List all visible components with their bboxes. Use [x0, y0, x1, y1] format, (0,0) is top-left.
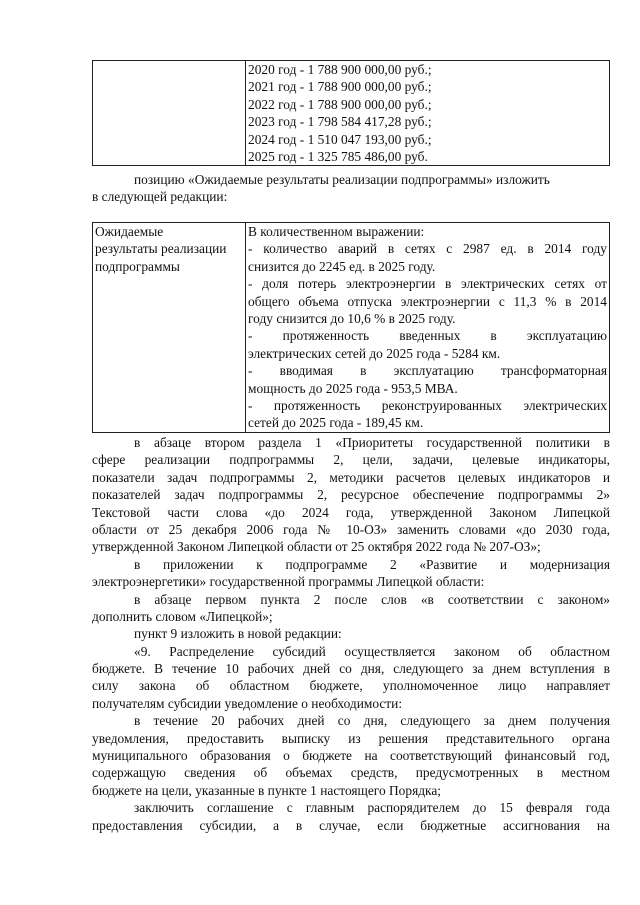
value-line: - вводимая в эксплуатацию трансформаторная: [248, 363, 607, 379]
text-line: электроэнергетики» государственной программы Липецкой области:: [92, 574, 485, 590]
text-line: предоставления субсидии, а в случае, если бюджетные ассигнования на: [92, 817, 610, 833]
value-line: - протяженность реконструированных электрических: [248, 398, 607, 414]
text-line: в приложении к подпрограмме 2 «Развитие и модернизация: [134, 556, 610, 572]
funding-table-label-cell: [93, 61, 246, 166]
value-line: - количество аварий в сетях с 2987 ед. в 2014 году: [248, 241, 607, 257]
body-text: [92, 434, 610, 834]
text-line: «9. Распределение субсидий осуществляется законом об областном: [134, 643, 610, 659]
funding-year-line: 2022 год - 1 788 900 000,00 руб.;: [248, 96, 432, 112]
position-intro-paragraph: [92, 171, 610, 206]
expected-results-table: [92, 222, 610, 433]
text-line: Текстовой части слова «до 2024 года, утвержденной Законом Липецкой: [92, 504, 610, 520]
text-line: заключить соглашение с главным распорядителем до 15 февраля года: [134, 800, 610, 816]
value-line: сетей до 2025 года - 189,45 км.: [248, 415, 424, 431]
value-line: году снизится до 10,6 % в 2025 году.: [248, 311, 456, 327]
funding-year-line: 2020 год - 1 788 900 000,00 руб.;: [248, 62, 432, 77]
value-line: - доля потерь электроэнергии в электрических сетях от: [248, 276, 607, 292]
text-line: в течение 20 рабочих дней со дня, следующего за днем получения: [134, 713, 610, 729]
text-line: получателям субсидии уведомление о необходимости:: [92, 695, 403, 711]
label-line: Ожидаемые: [95, 224, 164, 239]
text-line: в абзаце втором раздела 1 «Приоритеты государственной политики в: [134, 435, 610, 450]
text-line: показателей задач подпрограммы 2, ресурсное обеспечение подпрограммы 2»: [92, 487, 610, 503]
text-line: дополнить словом «Липецкой»;: [92, 608, 273, 624]
funding-table-row: [93, 61, 610, 166]
text-line: в следующей редакции:: [92, 189, 228, 205]
text-line: муниципального образования о бюджете на соответствующий финансовый год,: [92, 748, 610, 764]
text-line: области от 25 декабря 2006 года № 10-ОЗ» заменить словами «до 2030 года,: [92, 521, 610, 537]
expected-results-row: [93, 223, 610, 433]
funding-year-line: 2021 год - 1 788 900 000,00 руб.;: [248, 79, 432, 95]
label-line: результаты реализации: [95, 241, 227, 257]
text-line: силу закона об областном бюджете, уполномоченное лицо направляет: [92, 678, 610, 694]
funding-year-line: 2023 год - 1 798 584 417,28 руб.;: [248, 114, 432, 130]
funding-year-line: 2025 год - 1 325 785 486,00 руб.: [248, 149, 428, 165]
funding-table: [92, 60, 610, 166]
value-line: снизится до 2245 ед. в 2025 году.: [248, 258, 436, 274]
label-line: подпрограммы: [95, 258, 180, 274]
text-line: бюджете на цели, указанные в пункте 1 настоящего Порядка;: [92, 782, 442, 798]
value-line: В количественном выражении:: [248, 224, 425, 239]
text-line: утвержденной Законом Липецкой области от 25 октября 2022 года № 207-ОЗ»;: [92, 539, 541, 555]
funding-year-line: 2024 год - 1 510 047 193,00 руб.;: [248, 131, 432, 147]
value-line: электрических сетей до 2025 года - 5284 км.: [248, 345, 501, 361]
value-line: мощность до 2025 года - 953,5 МВА.: [248, 380, 458, 396]
text-line: пункт 9 изложить в новой редакции:: [134, 626, 342, 642]
funding-table-value-cell: [246, 61, 610, 166]
text-line: в абзаце первом пункта 2 после слов «в соответствии с законом»: [134, 591, 610, 607]
text-line: бюджете. В течение 10 рабочих дней со дня, следующего за днем вступления в: [92, 661, 610, 677]
text-line: сфере реализации подпрограммы 2, цели, задачи, целевые индикаторы,: [92, 452, 610, 468]
expected-results-value-cell: [246, 223, 610, 433]
text-line: уведомления, предоставить выписку из решения представительного органа: [92, 730, 610, 746]
text-line: содержащую сведения об объемах средств, предусмотренных в местном: [92, 765, 610, 781]
expected-results-label-cell: [93, 223, 246, 433]
text-line: показатели задач подпрограммы 2, методики расчетов целевых индикаторов и: [92, 469, 610, 485]
value-line: - протяженность введенных в эксплуатацию: [248, 328, 607, 344]
value-line: общего объема отпуска электроэнергии с 11,3 % в 2014: [248, 293, 607, 309]
text-line: позицию «Ожидаемые результаты реализации подпрограммы» изложить: [134, 172, 550, 187]
